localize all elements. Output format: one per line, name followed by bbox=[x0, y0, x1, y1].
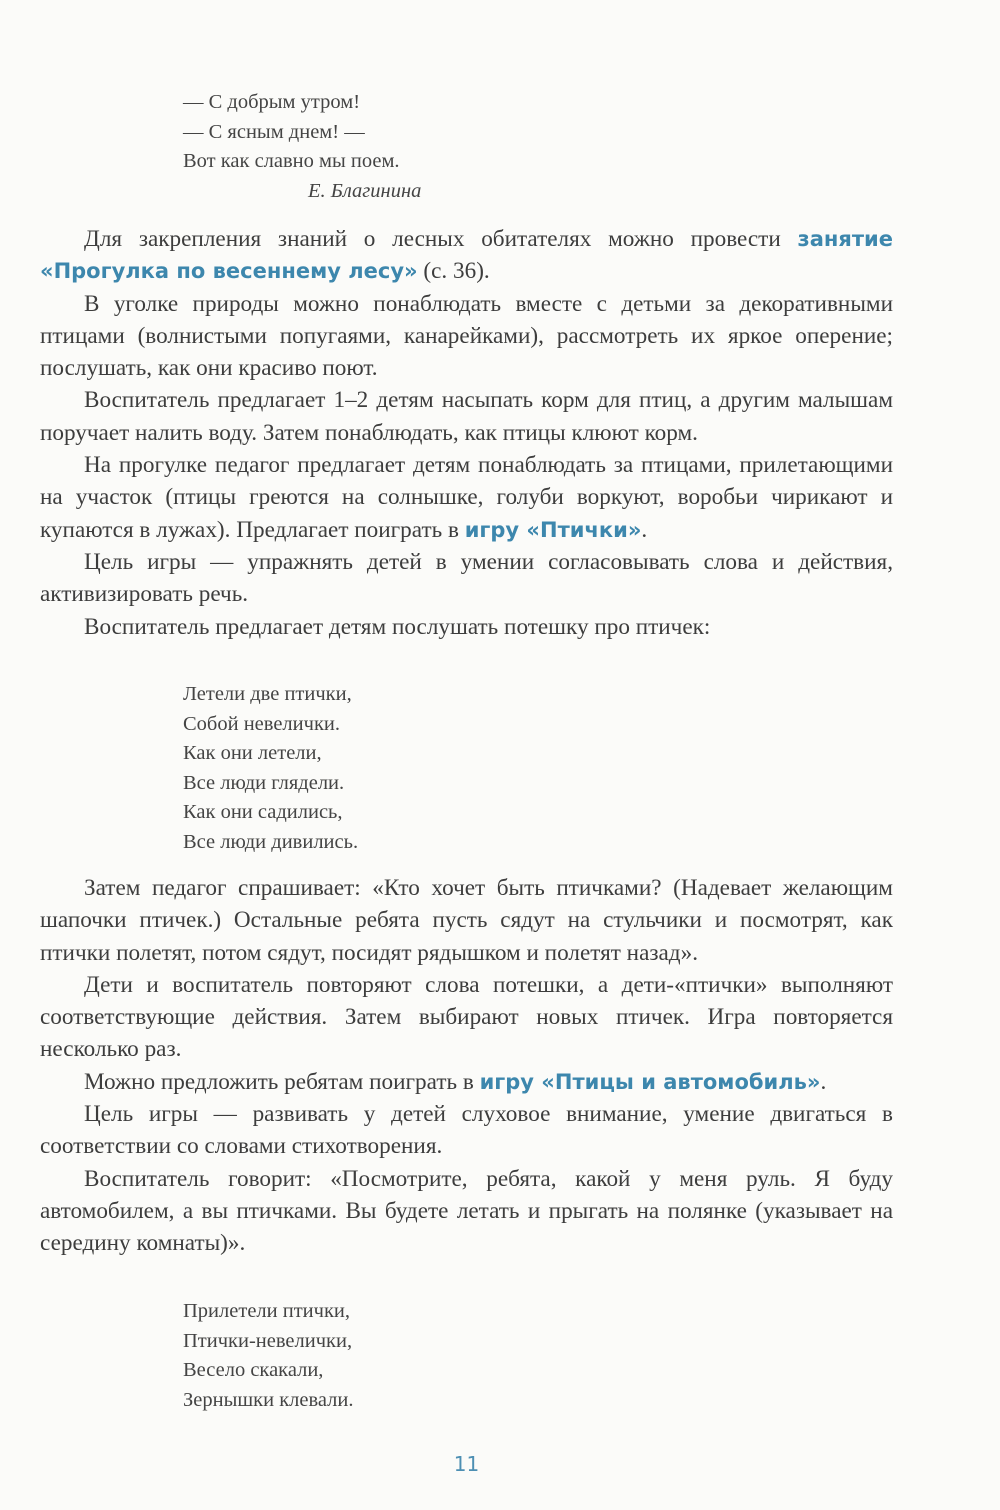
paragraph: Можно предложить ребятам поиграть в игру «Птицы и автомобиль». bbox=[84, 1068, 827, 1095]
game-birds-link: игру «Птички» bbox=[464, 517, 642, 542]
verse-line: Все люди глядели. bbox=[183, 771, 345, 794]
verse-birds bbox=[183, 680, 358, 857]
verse-line: Зернышки клевали. bbox=[183, 1388, 354, 1411]
verse-line: Все люди дивились. bbox=[183, 830, 359, 853]
paragraph: Затем педагог спрашивает: «Кто хочет быть птичками? (Надевает желающим шапочки птичек.) Остальные ребята пусть сядут на стульчики и посмотрят, как птички полетят, потом сядут, посидят рядышком и полетят назад». bbox=[40, 875, 893, 966]
prose-block-1 bbox=[40, 223, 893, 643]
paragraph: На прогулке педагог предлагает детям понаблюдать за птицами, прилетающими на участок (птицы греются на солнышке, голуби воркуют, воробьи чирикают и купаются в лужах). Предлагает поиграть в игру «Птички». bbox=[40, 452, 893, 543]
paragraph: В уголке природы можно понаблюдать вместе с детьми за декоративными птицами (волнистыми попугаями, канарейками), рассмотреть их яркое оперение; послушать, как они красиво поют. bbox=[40, 290, 893, 382]
lesson-link: занятие «Прогулка по весеннему лесу» bbox=[40, 227, 893, 284]
verse-line: Птички-невелички, bbox=[183, 1329, 353, 1352]
verse-line: Летели две птички, bbox=[183, 683, 352, 705]
verse-line: Собой невелички. bbox=[183, 712, 340, 735]
verse-line: Как они летели, bbox=[183, 742, 322, 764]
paragraph: Воспитатель предлагает 1–2 детям насыпать корм для птиц, а другим малышам поручает налить воду. Затем понаблюдать, как птицы клюют корм. bbox=[40, 387, 893, 446]
verse-line: — С ясным днем! — bbox=[183, 120, 365, 143]
verse-line: Весело скакали, bbox=[183, 1359, 324, 1381]
page-number: 11 bbox=[453, 1452, 480, 1476]
verse-author: Е. Благинина bbox=[308, 179, 422, 202]
verse-line: Прилетели птички, bbox=[183, 1300, 351, 1322]
verse-line: — С добрым утром! bbox=[183, 91, 361, 113]
game-birds-car-link: игру «Птицы и автомобиль» bbox=[479, 1069, 821, 1094]
paragraph: Цель игры — упражнять детей в умении согласовывать слова и действия, активизировать речь. bbox=[40, 548, 893, 608]
verse-greeting bbox=[183, 88, 421, 206]
verse-line: Вот как славно мы поем. bbox=[183, 150, 400, 172]
prose-block-2 bbox=[40, 872, 893, 1260]
paragraph: Цель игры — развивать у детей слуховое внимание, умение двигаться в соответствии со словами стихотворения. bbox=[40, 1101, 893, 1160]
verse-flying-birds bbox=[183, 1297, 354, 1415]
paragraph: Для закрепления знаний о лесных обитателях можно провести занятие «Прогулка по весеннему лесу» (с. 36). bbox=[40, 226, 893, 285]
paragraph: Воспитатель говорит: «Посмотрите, ребята, какой у меня руль. Я буду автомобилем, а вы птичками. Вы будете летать и прыгать на полянке (указывает на середину комнаты)». bbox=[40, 1165, 893, 1257]
paragraph: Дети и воспитатель повторяют слова потешки, а дети-«птички» выполняют соответствующие действия. Затем выбирают новых птичек. Игра повторяется несколько раз. bbox=[40, 971, 893, 1063]
paragraph: Воспитатель предлагает детям послушать потешку про птичек: bbox=[84, 613, 711, 640]
verse-line: Как они садились, bbox=[183, 801, 343, 823]
